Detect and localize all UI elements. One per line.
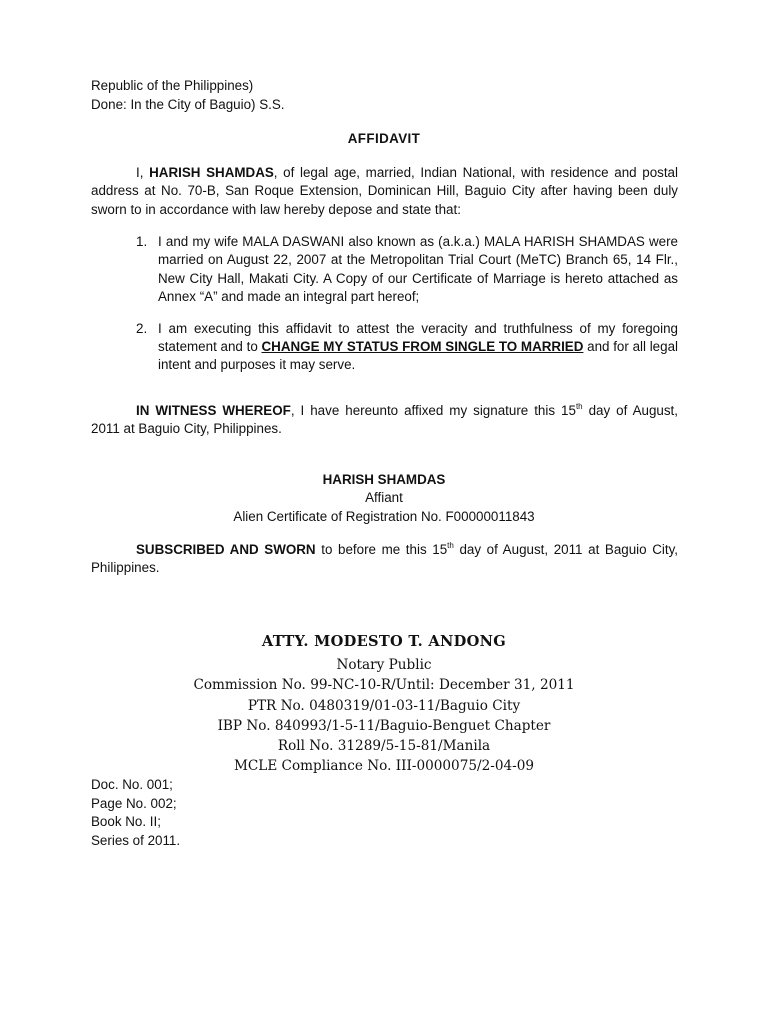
series-year: Series of 2011. [91,832,181,848]
venue-line-republic: Republic of the Philippines) [91,78,254,93]
statement-item-1 [91,233,678,307]
notary-line: Notary Public [336,657,432,673]
subscribed-sup: th [447,540,454,550]
notary-line: Commission No. 99-NC-10-R/Until: December 31, 2011 [193,677,575,694]
witness-sup: th [575,401,583,411]
notary-line: IBP No. 840993/1-5-11/Baguio-Benguet Chapter [217,717,551,734]
venue-line-done: Done: In the City of Baguio) S.S. [91,96,285,112]
witness-paragraph [91,402,678,439]
doc-number: Doc. No. 001; [91,777,173,792]
subscribed-post: day of August, 2011 at Baguio City, Philippines. [91,542,678,576]
intro-paragraph [91,164,678,219]
affiant-name: HARISH SHAMDAS [322,472,446,487]
intro-text: , of legal age, married, Indian National, with residence and postal address at No. 70-B, San Roque Extension, Dominican Hill, Baguio City after having been duly sworn to in accordance with law hereby depose and state that: [91,165,678,217]
statement-text-post: and for all legal intent and purposes it may serve. [158,339,678,373]
witness-pre: , I have hereunto affixed my signature this 15 [290,403,576,418]
notary-line: PTR No. 0480319/01-03-11/Baguio City [247,697,521,714]
statement-number: 1. [136,234,148,249]
subscribed-paragraph [91,541,678,578]
notary-block [0,632,768,777]
statement-text: I and my wife MALA DASWANI also known as (a.k.a.) MALA HARISH SHAMDAS were married on August 22, 2007 at the Metropolitan Trial Court (MeTC) Branch 65, 14 Flr., New City Hall, Makati City. A Copy of our Certificate of Marriage is hereto attached as Annex “A” and made an integral part hereof; [158,234,678,305]
statement-number: 2. [136,320,148,336]
notary-line: MCLE Compliance No. III-0000075/2-04-09 [233,758,535,775]
statement-list [91,233,678,375]
doc-entry-block [91,776,180,850]
witness-post: day of August, 2011 at Baguio City, Philippines. [91,403,678,437]
notary-name: ATTY. MODESTO T. ANDONG [261,633,507,650]
affiant-signature-block [0,471,768,526]
page-number: Page No. 002; [91,795,177,811]
book-number: Book No. II; [91,814,161,829]
statement-text-pre: I am executing this affidavit to attest the veracity and truthfulness of my foregoing statement and to [158,320,678,355]
document-title: AFFIDAVIT [347,131,421,146]
affiant-role: Affiant [365,490,403,506]
subscribed-lead: SUBSCRIBED AND SWORN [136,542,316,557]
venue-block [91,77,285,114]
witness-lead: IN WITNESS WHEREOF [136,403,291,418]
subscribed-pre: to before me this 15 [315,542,448,557]
intro-pre: I, [136,165,150,180]
affiant-acr: Alien Certificate of Registration No. F00000011843 [233,508,535,524]
statement-item-2 [91,320,678,375]
status-change-emphasis: CHANGE MY STATUS FROM SINGLE TO MARRIED [261,339,584,355]
affiant-name-inline: HARISH SHAMDAS [149,165,274,180]
notary-line: Roll No. 31289/5-15-81/Manila [277,738,491,755]
